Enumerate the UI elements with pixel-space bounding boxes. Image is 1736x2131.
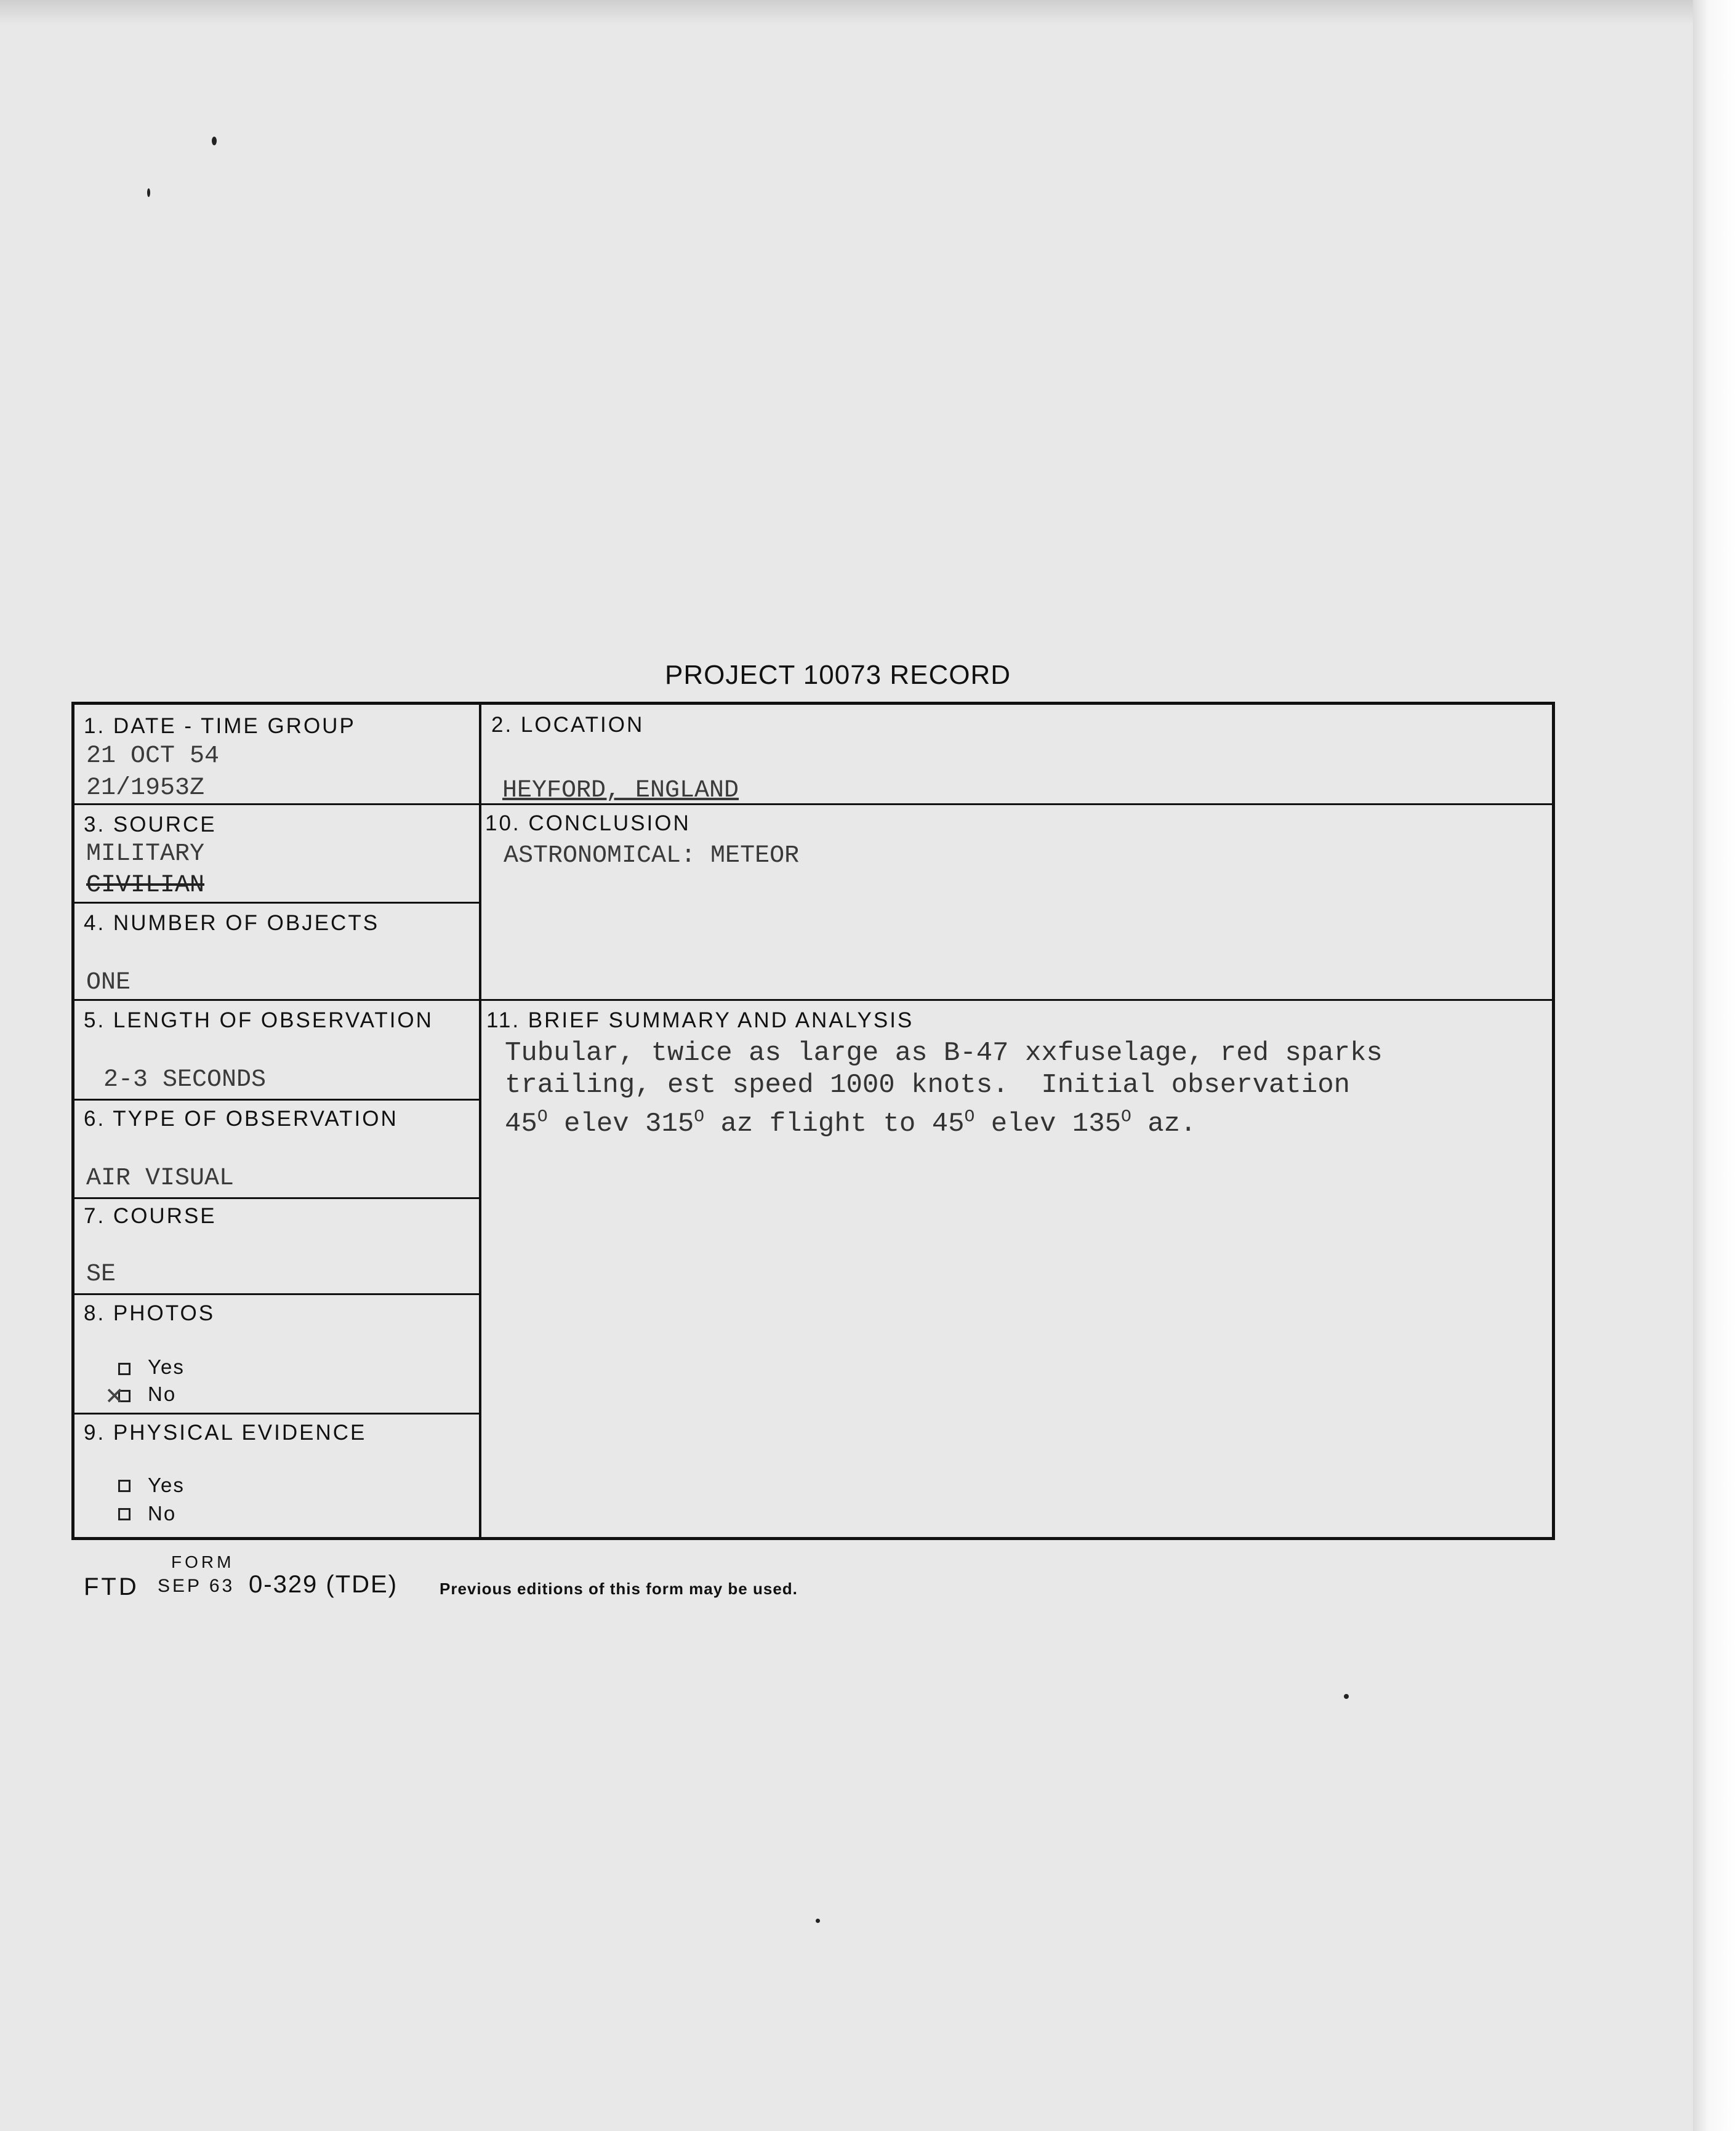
location-label: 2. LOCATION <box>491 713 645 737</box>
conclusion-value: ASTRONOMICAL: METEOR <box>504 842 800 870</box>
type-obs-label: 6. TYPE OF OBSERVATION <box>84 1107 398 1131</box>
location-value: HEYFORD, ENGLAND <box>502 777 739 805</box>
row-divider <box>74 999 1552 1001</box>
type-obs-value: AIR VISUAL <box>86 1165 235 1192</box>
scan-right-edge <box>1693 0 1736 2131</box>
summary-line-3: $45^O$ elev $315^O$ az flight to $45^O$ elev $135^O$ az. <box>505 1107 1197 1139</box>
physical-no-checkbox[interactable] <box>118 1508 131 1520</box>
scan-speck <box>1344 1694 1349 1699</box>
row-divider <box>74 1197 479 1199</box>
summary-label: 11. BRIEF SUMMARY AND ANALYSIS <box>486 1008 914 1032</box>
summary-line-1: Tubular, twice as large as B-47 xxfuselage, red sparks <box>505 1038 1383 1069</box>
footer-ftd: FTD <box>84 1573 139 1600</box>
physical-yes-checkbox[interactable] <box>118 1480 131 1492</box>
source-label: 3. SOURCE <box>84 813 217 837</box>
photos-yes-checkbox[interactable] <box>118 1363 131 1375</box>
physical-evidence-label: 9. PHYSICAL EVIDENCE <box>84 1421 367 1445</box>
row-divider <box>74 1413 479 1415</box>
time-value: 21/1953Z <box>86 774 205 802</box>
length-obs-value: 2-3 SECONDS <box>103 1066 267 1094</box>
column-divider <box>479 705 481 1537</box>
course-value: SE <box>86 1261 116 1288</box>
photos-label: 8. PHOTOS <box>84 1301 215 1325</box>
row-divider <box>74 1099 479 1101</box>
photos-no-label: No <box>148 1383 177 1405</box>
physical-yes-label: Yes <box>148 1474 185 1496</box>
summary-line-2: trailing, est speed 1000 knots. Initial observation <box>505 1070 1351 1101</box>
row-divider <box>74 902 479 904</box>
scan-speck <box>147 188 150 197</box>
photos-no-check-mark: ✕ <box>105 1383 124 1410</box>
scan-speck <box>816 1919 820 1923</box>
date-time-label: 1. DATE - TIME GROUP <box>84 714 356 738</box>
footer-sep: SEP 63 <box>158 1576 235 1596</box>
row-divider <box>74 803 1552 805</box>
course-label: 7. COURSE <box>84 1204 217 1228</box>
footer-form-word: FORM <box>171 1552 235 1571</box>
footer-form-number: 0-329 (TDE) <box>249 1571 398 1598</box>
num-objects-value: ONE <box>86 969 131 997</box>
physical-no-label: No <box>148 1502 177 1525</box>
conclusion-label: 10. CONCLUSION <box>485 811 691 835</box>
scan-speck <box>212 137 217 145</box>
date-value: 21 OCT 54 <box>86 742 220 770</box>
photos-yes-label: Yes <box>148 1355 185 1378</box>
length-obs-label: 5. LENGTH OF OBSERVATION <box>84 1008 433 1032</box>
row-divider <box>74 1293 479 1295</box>
source-struck-value: CIVILIAN <box>86 872 205 899</box>
scan-top-edge <box>0 0 1736 25</box>
summary-text <box>505 1037 1383 1140</box>
num-objects-label: 4. NUMBER OF OBJECTS <box>84 911 380 935</box>
footer-note: Previous editions of this form may be used. <box>440 1579 798 1598</box>
form-title: PROJECT 10073 RECORD <box>665 660 1011 690</box>
source-value: MILITARY <box>86 840 205 868</box>
